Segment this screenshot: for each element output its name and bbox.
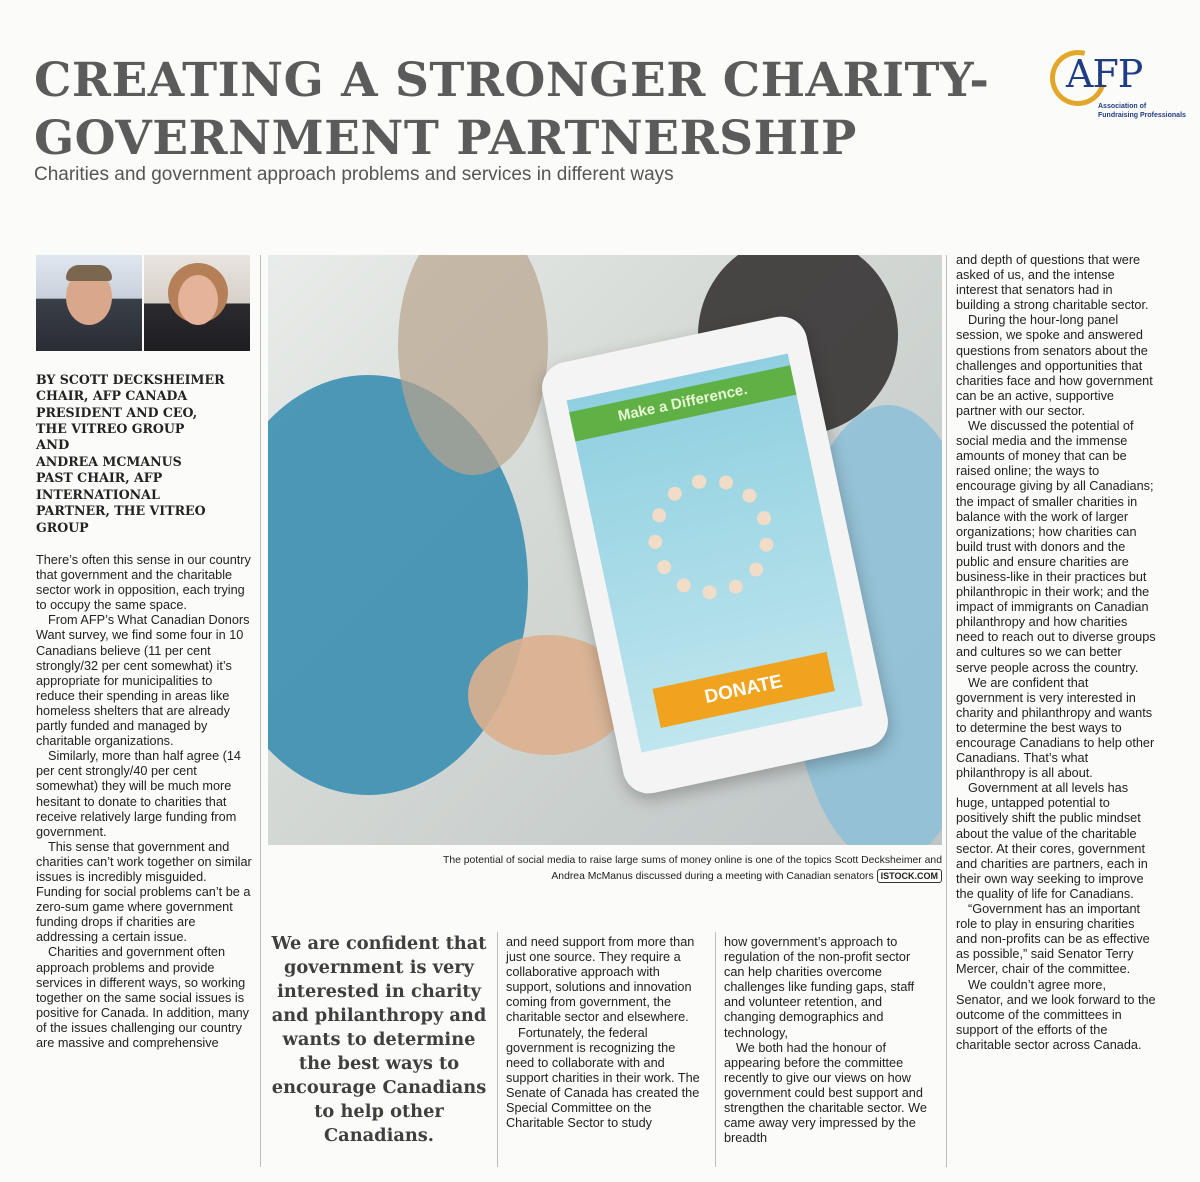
byline-line: ANDREA MCMANUS	[36, 454, 182, 470]
article-column-5	[956, 253, 1156, 1053]
byline-line: THE VITREO GROUP	[36, 421, 185, 437]
paragraph: We both had the honour of appearing before the committee recently to give our views on how government could best support and strengthen the charitable sector. We came away very impressed by the breadth	[724, 1040, 927, 1146]
byline-and: AND	[36, 437, 70, 453]
caption-line-1: The potential of social media to raise large sums of money online is one of the topics Scott Decksheimer and	[442, 855, 942, 866]
column-divider	[497, 932, 498, 1167]
author-face	[178, 275, 218, 325]
paragraph: We couldn’t agree more, Senator, and we look forward to the outcome of the committees in support of the efforts of the charitable sector across Canada.	[956, 977, 1156, 1052]
article-column-3	[506, 935, 706, 1131]
pull-quote: We are confident that government is very interested in charity and philanthropy and wants to determine the best ways to encourage Canadians to help other Canadians.	[271, 933, 487, 1146]
paragraph: how government’s approach to regulation of the non-profit sector can help charities overcome challenges like funding gaps, staff and volunteer retention, and changing demographics and technology,	[724, 935, 915, 1040]
people-circle-icon	[636, 462, 785, 611]
paragraph: This sense that government and charities can’t work together on similar issues is incredibly misguided. Funding for social problems can’t be a zero-sum game where government funding drops if charities are addressing a certain issue.	[36, 839, 252, 945]
tablet-donate-button: DONATE	[652, 652, 834, 728]
tablet-banner: Make a Difference.	[569, 365, 796, 441]
paragraph: and need support from more than just one source. They require a collaborative approach with support, solutions and innovation coming from government, the charitable sector and elsewhere.	[506, 935, 695, 1025]
paragraph: “Government has an important role to play in ensuring charities and non-profits can be as effective as possible,” said Senator Terry Mercer, chair of the committee.	[956, 902, 1150, 977]
byline-line: PAST CHAIR, AFP	[36, 470, 163, 486]
subheadline: Charities and government approach problems and services in different ways	[34, 164, 674, 185]
byline-line: PARTNER, THE VITREO	[36, 503, 206, 519]
headline	[34, 52, 1014, 168]
paragraph: We are confident that government is very interested in charity and philanthropy and wants to determine the best ways to encourage Canadians to help other Canadians. That’s what philanthropy is all about.	[956, 675, 1155, 781]
headline-line-2: GOVERNMENT PARTNERSHIP	[34, 111, 857, 166]
caption-line-2-text: Andrea McManus discussed during a meeting with Canadian senators	[551, 871, 874, 882]
article-column-4	[724, 935, 934, 1146]
column-divider	[946, 255, 947, 1167]
paragraph: From AFP’s What Canadian Donors Want survey, we find some four in 10 Canadians believe (11 per cent strongly/32 per cent somewhat) it’s appropriate for municipalities to reduce their spending in areas like homeless shelters that are already partly funded and managed by charitable organizations.	[36, 613, 250, 749]
byline	[36, 372, 256, 536]
article-column-1	[36, 553, 254, 1051]
byline-line: PRESIDENT AND CEO,	[36, 404, 198, 420]
byline-line: INTERNATIONAL	[36, 486, 160, 502]
byline-line: BY SCOTT DECKSHEIMER	[36, 372, 225, 387]
photo-caption	[272, 853, 942, 885]
author-hair	[66, 265, 112, 281]
caption-line-2	[272, 869, 942, 885]
logo-subtitle-line-1: Association of	[1098, 103, 1147, 110]
tablet-screen	[567, 353, 863, 752]
byline-line: CHAIR, AFP CANADA	[36, 388, 188, 404]
byline-line: GROUP	[36, 519, 89, 535]
logo-letters: AFP	[1066, 52, 1143, 96]
paragraph: and depth of questions that were asked of us, and the intense interest that senators had in building a strong charitable sector.	[956, 253, 1149, 313]
paragraph: Fortunately, the federal government is recognizing the need to collaborate with and support charities in their work. The Senate of Canada has created the Special Committee on the Charitable Sector to study	[506, 1025, 700, 1131]
paragraph: Government at all levels has huge, untapped potential to positively shift the public mindset about the value of the charitable sector. At their cores, government and charities are partners, each in their own way seeking to improve the quality of life for Canadians.	[956, 781, 1148, 901]
paragraph: We discussed the potential of social media and the immense amounts of money that can be raised online; the ways to encourage giving by all Canadians; the impact of smaller charities in balance with the work of larger organizations; how charities can build trust with donors and the public and ensure charities are business-like in their practices but philanthropic in their work; and the impact of immigrants on Canadian philanthropy and how charities need to reach out to diverse groups and cultures so we can better serve people across the country.	[956, 419, 1156, 675]
paragraph: Similarly, more than half agree (14 per cent strongly/40 per cent somewhat) they will be much more hesitant to donate to charities that receive relatively large funding from government.	[36, 749, 241, 839]
afp-logo	[1040, 44, 1190, 124]
author-photo-scott	[36, 255, 142, 351]
main-photo	[268, 255, 942, 845]
column-divider	[260, 255, 261, 1167]
photo-credit: ISTOCK.COM	[877, 869, 942, 883]
logo-subtitle	[1098, 102, 1194, 120]
paragraph: There’s often this sense in our country that government and the charitable sector work in opposition, each trying to occupy the same space.	[36, 553, 251, 613]
paragraph: During the hour-long panel session, we spoke and answered questions from senators about the challenges and opportunities that charities face and how government can be an active, supportive partner with our sector.	[956, 313, 1153, 418]
author-photo-andrea	[144, 255, 250, 351]
paragraph: Charities and government often approach problems and provide services in different ways, so working together on the same social issues is positive for Canada. In addition, many of the issues challenging our country are massive and comprehensive	[36, 945, 249, 1050]
logo-subtitle-line-2: Fundraising Professionals	[1098, 112, 1186, 119]
headline-line-1: CREATING A STRONGER CHARITY-	[34, 53, 990, 108]
column-divider	[715, 932, 716, 1167]
